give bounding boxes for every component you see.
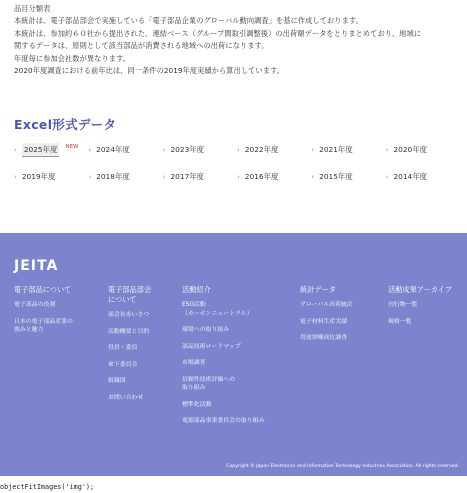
year-link-2019[interactable] bbox=[14, 163, 88, 190]
year-link-2020[interactable] bbox=[386, 136, 460, 163]
footer-column-archive bbox=[388, 285, 452, 334]
footer-column-about-components bbox=[14, 285, 73, 343]
chevron-right-icon: › bbox=[88, 172, 92, 181]
chevron-right-icon: › bbox=[236, 172, 240, 181]
footer-link[interactable]: 電子材料生産実績 bbox=[300, 318, 348, 325]
year-label: 2020年度 bbox=[393, 145, 428, 154]
chevron-right-icon: › bbox=[162, 145, 166, 154]
chevron-right-icon: › bbox=[311, 145, 315, 154]
year-link-2023[interactable] bbox=[163, 136, 237, 163]
footer-link[interactable]: 組織図 bbox=[108, 378, 126, 384]
footer-link[interactable]: 役員・委員 bbox=[108, 345, 138, 351]
footer-link[interactable]: 活動概要と目的 bbox=[108, 328, 150, 335]
footer-link[interactable]: 刊行物一覧 bbox=[388, 302, 418, 308]
year-label: 2023年度 bbox=[170, 145, 205, 154]
footer-link[interactable]: 部会長あいさつ bbox=[108, 312, 150, 318]
jeita-logo[interactable]: JEITA bbox=[14, 258, 59, 274]
year-link-2021[interactable] bbox=[311, 136, 385, 163]
stray-script-text: objectFitImages('img'); bbox=[0, 483, 95, 491]
footer-column-statistics bbox=[300, 285, 353, 351]
footer-link[interactable]: ESG活動 （カーボンニュートラル） bbox=[182, 302, 253, 317]
year-link-2018[interactable] bbox=[88, 163, 162, 190]
footer-link[interactable]: 電源部品事業委員会の取り組み bbox=[182, 418, 265, 424]
excel-section-title: Excel形式データ bbox=[14, 117, 117, 132]
footer-column-heading[interactable]: 統計データ bbox=[300, 285, 336, 294]
footer-link[interactable]: 信頼性技術評価への 取り組み bbox=[182, 376, 236, 391]
note-line: 関するデータは、原則として該当部品が消費される地域への出荷になります。 bbox=[14, 41, 269, 51]
year-label: 2024年度 bbox=[96, 145, 130, 154]
footer-column-heading[interactable]: 活動紹介 bbox=[182, 285, 211, 294]
year-row bbox=[14, 163, 460, 190]
footer-link[interactable]: 用途別構成比調査 bbox=[300, 335, 348, 341]
site-footer bbox=[0, 233, 467, 476]
year-link-2024[interactable] bbox=[88, 136, 162, 163]
year-link-grid bbox=[14, 136, 460, 190]
note-line: 年度毎に参加会社数が異なります。 bbox=[14, 53, 131, 63]
year-link-2022[interactable] bbox=[237, 136, 311, 163]
chevron-right-icon: › bbox=[385, 145, 389, 154]
year-label: 2025年度 bbox=[22, 143, 60, 157]
year-label: 2022年度 bbox=[244, 145, 279, 154]
notes-block bbox=[14, 3, 454, 77]
chevron-right-icon: › bbox=[88, 145, 92, 154]
year-label: 2017年度 bbox=[170, 172, 205, 181]
chevron-right-icon: › bbox=[14, 145, 17, 154]
note-line: 品目分類表 bbox=[14, 4, 51, 13]
footer-link[interactable]: 標準化活動 bbox=[182, 401, 212, 408]
footer-link[interactable]: 部品技術ロードマップ bbox=[182, 343, 241, 350]
footer-link[interactable]: 日本の電子部品産業の 強みと魅力 bbox=[14, 318, 73, 333]
footer-column-heading[interactable]: 電子部品について bbox=[14, 285, 72, 294]
footer-link[interactable]: 傘下委員会 bbox=[108, 361, 138, 368]
footer-column-about-division bbox=[108, 285, 151, 410]
year-label: 2019年度 bbox=[21, 172, 56, 181]
footer-link[interactable]: 市場調査 bbox=[182, 360, 206, 366]
chevron-right-icon: › bbox=[385, 172, 389, 181]
year-link-2017[interactable] bbox=[163, 163, 237, 190]
year-label: 2014年度 bbox=[393, 172, 428, 181]
note-line: 本統計は、電子部品部会で実施している「電子部品企業のグローバル動向調査」を基に作成しております。 bbox=[14, 16, 363, 26]
note-line: 本統計は、参加約６０社から提出された、連結ベース（グループ間取引調整後）の出荷額データをとりまとめており、地域に bbox=[14, 28, 422, 38]
footer-column-heading[interactable]: 活動成果アーカイブ bbox=[388, 285, 452, 294]
year-link-2015[interactable] bbox=[311, 163, 385, 190]
footer-column-heading[interactable]: 電子部品部会 について bbox=[108, 285, 152, 304]
year-label: 2015年度 bbox=[319, 172, 353, 181]
footer-column-activities bbox=[182, 285, 264, 434]
footer-link[interactable]: グローバル出荷統計 bbox=[300, 302, 353, 308]
footer-link[interactable]: 電子部品の役割 bbox=[14, 302, 56, 308]
new-badge: NEW bbox=[65, 144, 79, 150]
chevron-right-icon: › bbox=[311, 172, 315, 181]
footer-link[interactable]: 規格一覧 bbox=[388, 318, 412, 325]
copyright-text: Copyright © Japan Electronics and Information Technology Industries Association. All rights reserved. bbox=[226, 464, 459, 469]
year-link-2014[interactable] bbox=[386, 163, 460, 190]
note-line: 2020年度調査における前年比は、同一条件の2019年度実績から算出しています。 bbox=[14, 66, 285, 76]
chevron-right-icon: › bbox=[14, 172, 17, 181]
chevron-right-icon: › bbox=[162, 172, 166, 181]
year-label: 2016年度 bbox=[244, 172, 279, 181]
chevron-right-icon: › bbox=[236, 145, 240, 154]
year-link-2025[interactable] bbox=[14, 136, 88, 163]
year-row bbox=[14, 136, 460, 163]
year-link-2016[interactable] bbox=[237, 163, 311, 190]
footer-link[interactable]: 環境への取り組み bbox=[182, 327, 230, 333]
footer-link[interactable]: お問い合わせ bbox=[108, 394, 144, 401]
year-label: 2021年度 bbox=[319, 145, 353, 154]
year-label: 2018年度 bbox=[96, 172, 130, 181]
